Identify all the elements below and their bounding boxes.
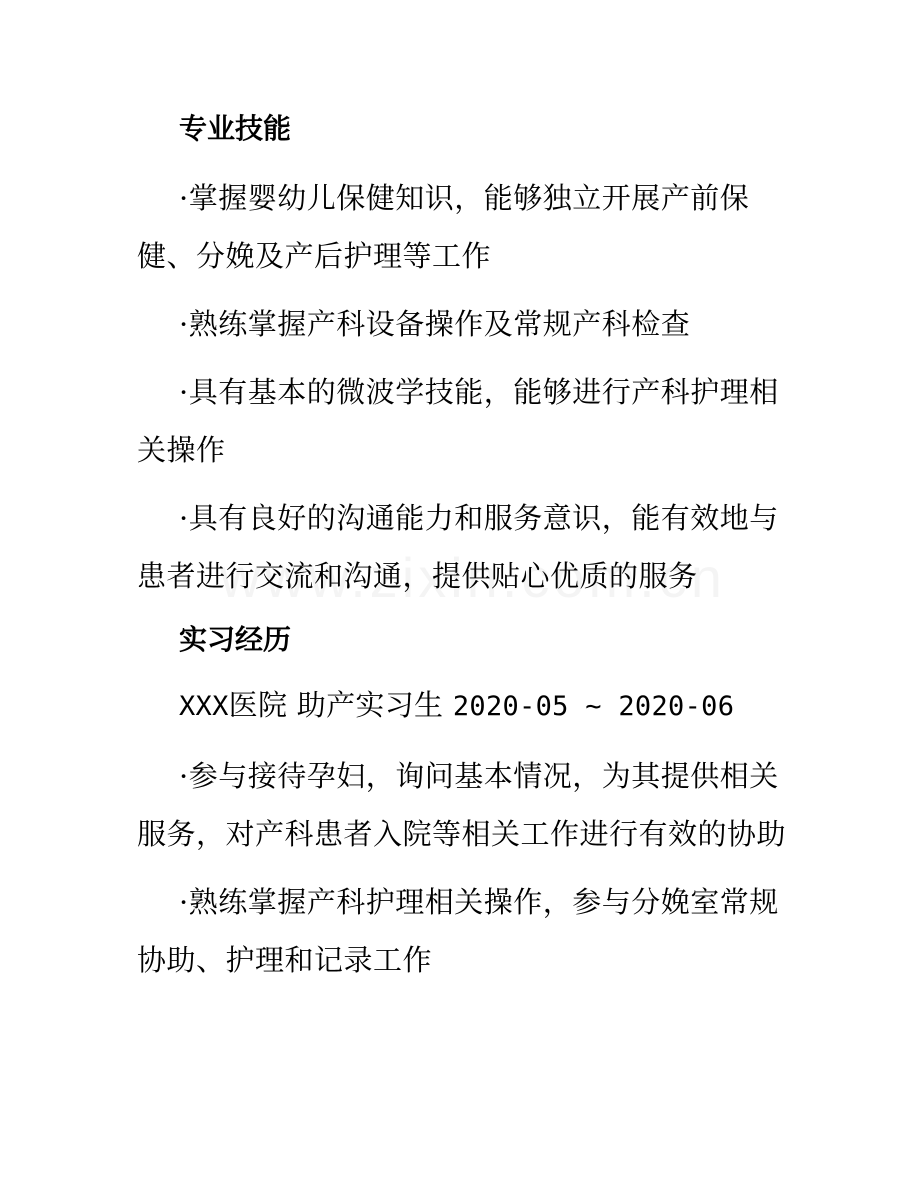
internship-org: XXX: [179, 691, 229, 722]
document-content: [137, 104, 787, 999]
skill-item: ·掌握婴幼儿保健知识，能够独立开展产前保健、分娩及产后护理等工作: [137, 181, 750, 273]
internship-entry: [137, 680, 787, 732]
section-title-skills: 专业技能: [179, 112, 292, 145]
internship-role: 助产实习生: [287, 688, 453, 722]
skill-item: ·具有基本的微波学技能，能够进行产科护理相关操作: [137, 375, 779, 467]
section-title-internship: 实习经历: [179, 623, 292, 656]
internship-period: 2020-05 ~ 2020-06: [452, 691, 735, 722]
skill-item: ·熟练掌握产科设备操作及常规产科检查: [179, 307, 691, 341]
internship-item: ·参与接待孕妇，询问基本情况，为其提供相关服务，对产科患者入院等相关工作进行有效的协助: [137, 759, 787, 851]
internship-org-suffix: 医院: [228, 688, 288, 722]
skill-item: ·具有良好的沟通能力和服务意识，能有效地与患者进行交流和沟通，提供贴心优质的服务: [137, 501, 779, 593]
internship-item: ·熟练掌握产科护理相关操作，参与分娩室常规协助、护理和记录工作: [137, 885, 779, 977]
